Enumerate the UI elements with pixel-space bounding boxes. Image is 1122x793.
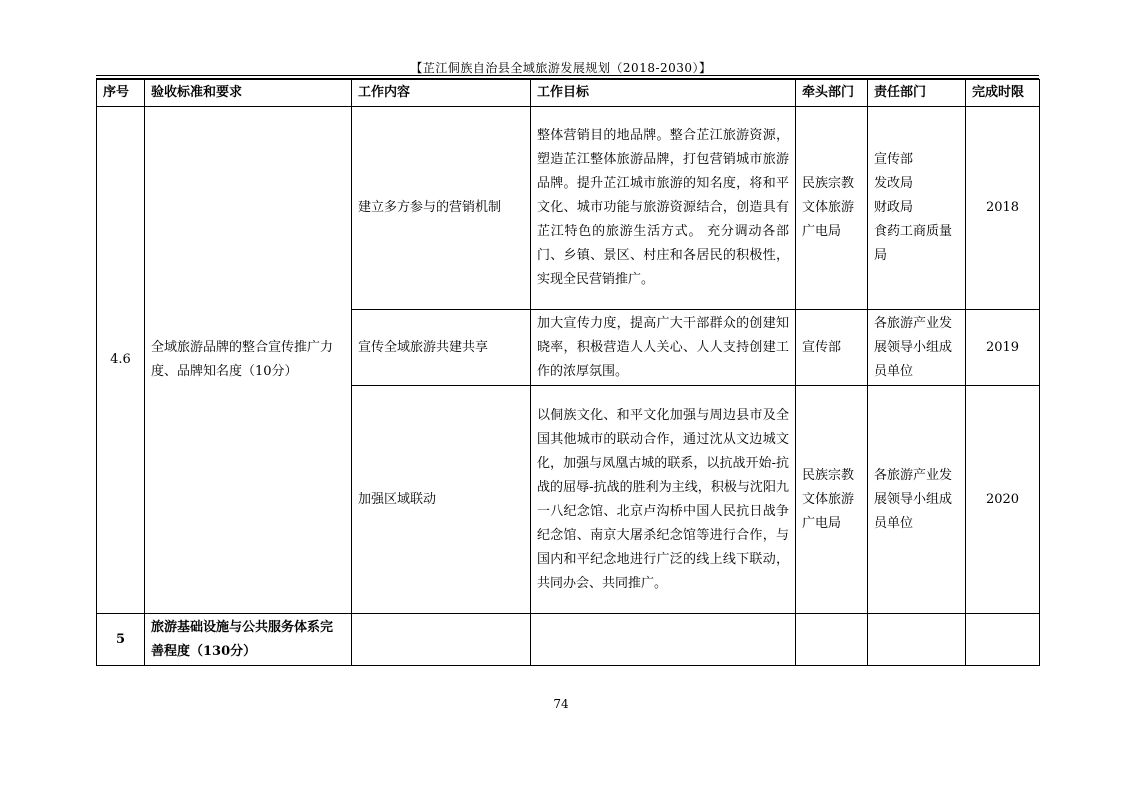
col-header-content: 工作内容	[352, 80, 531, 107]
col-header-goal: 工作目标	[531, 80, 796, 107]
empty-cell	[868, 614, 966, 666]
empty-cell	[531, 614, 796, 666]
col-header-lead-dept: 牵头部门	[796, 80, 868, 107]
empty-cell	[966, 614, 1040, 666]
col-header-responsible-dept: 责任部门	[868, 80, 966, 107]
deadline: 2019	[966, 310, 1040, 386]
criteria-5: 旅游基础设施与公共服务体系完善程度（130分）	[145, 614, 352, 666]
lead-department: 宣传部	[796, 310, 868, 386]
row-number-5: 5	[97, 614, 145, 666]
document-header: 【芷江侗族自治县全域旅游发展规划（2018-2030）】	[410, 61, 712, 75]
empty-cell	[796, 614, 868, 666]
col-header-criteria: 验收标准和要求	[145, 80, 352, 107]
work-goal: 以侗族文化、和平文化加强与周边县市及全国其他城市的联动合作，通过沈从文边城文化，加强与凤凰古城的联系，以抗战开始-抗战的屈辱-抗战的胜利为主线，积极与沈阳九一八纪念馆、北京卢沟桥中国人民抗日战争纪念馆、南京大屠杀纪念馆等进行合作，与国内和平纪念地进行广泛的线上线下联动，共同办会、共同推广。	[531, 386, 796, 614]
acceptance-table	[96, 79, 1040, 666]
header-rule-thick	[96, 75, 1039, 76]
criteria-4-6: 全域旅游品牌的整合宣传推广力度、品牌知名度（10分）	[145, 107, 352, 614]
deadline: 2018	[966, 107, 1040, 310]
work-goal: 整体营销目的地品牌。整合芷江旅游资源，塑造芷江整体旅游品牌，打包营销城市旅游品牌。提升芷江城市旅游的知名度，将和平文化、城市功能与旅游资源结合，创造具有芷江特色的旅游生活方式。 充分调动各部门、乡镇、景区、村庄和各居民的积极性，实现全民营销推广。	[531, 107, 796, 310]
lead-department: 民族宗教文体旅游广电局	[796, 386, 868, 614]
col-header-deadline: 完成时限	[966, 80, 1040, 107]
table-header-row	[97, 80, 1040, 107]
work-content: 宣传全域旅游共建共享	[352, 310, 531, 386]
responsible-department: 各旅游产业发展领导小组成员单位	[868, 310, 966, 386]
empty-cell	[352, 614, 531, 666]
row-number-4-6: 4.6	[97, 107, 145, 614]
page-number: 74	[553, 697, 569, 711]
deadline: 2020	[966, 386, 1040, 614]
responsible-department: 各旅游产业发展领导小组成员单位	[868, 386, 966, 614]
table-row	[97, 614, 1040, 666]
work-goal: 加大宣传力度，提高广大干部群众的创建知晓率，积极营造人人关心、人人支持创建工作的浓厚氛围。	[531, 310, 796, 386]
responsible-department: 宣传部 发改局 财政局 食药工商质量局	[868, 107, 966, 310]
lead-department: 民族宗教文体旅游广电局	[796, 107, 868, 310]
col-header-number: 序号	[97, 80, 145, 107]
table-row	[97, 107, 1040, 310]
work-content: 加强区域联动	[352, 386, 531, 614]
work-content: 建立多方参与的营销机制	[352, 107, 531, 310]
